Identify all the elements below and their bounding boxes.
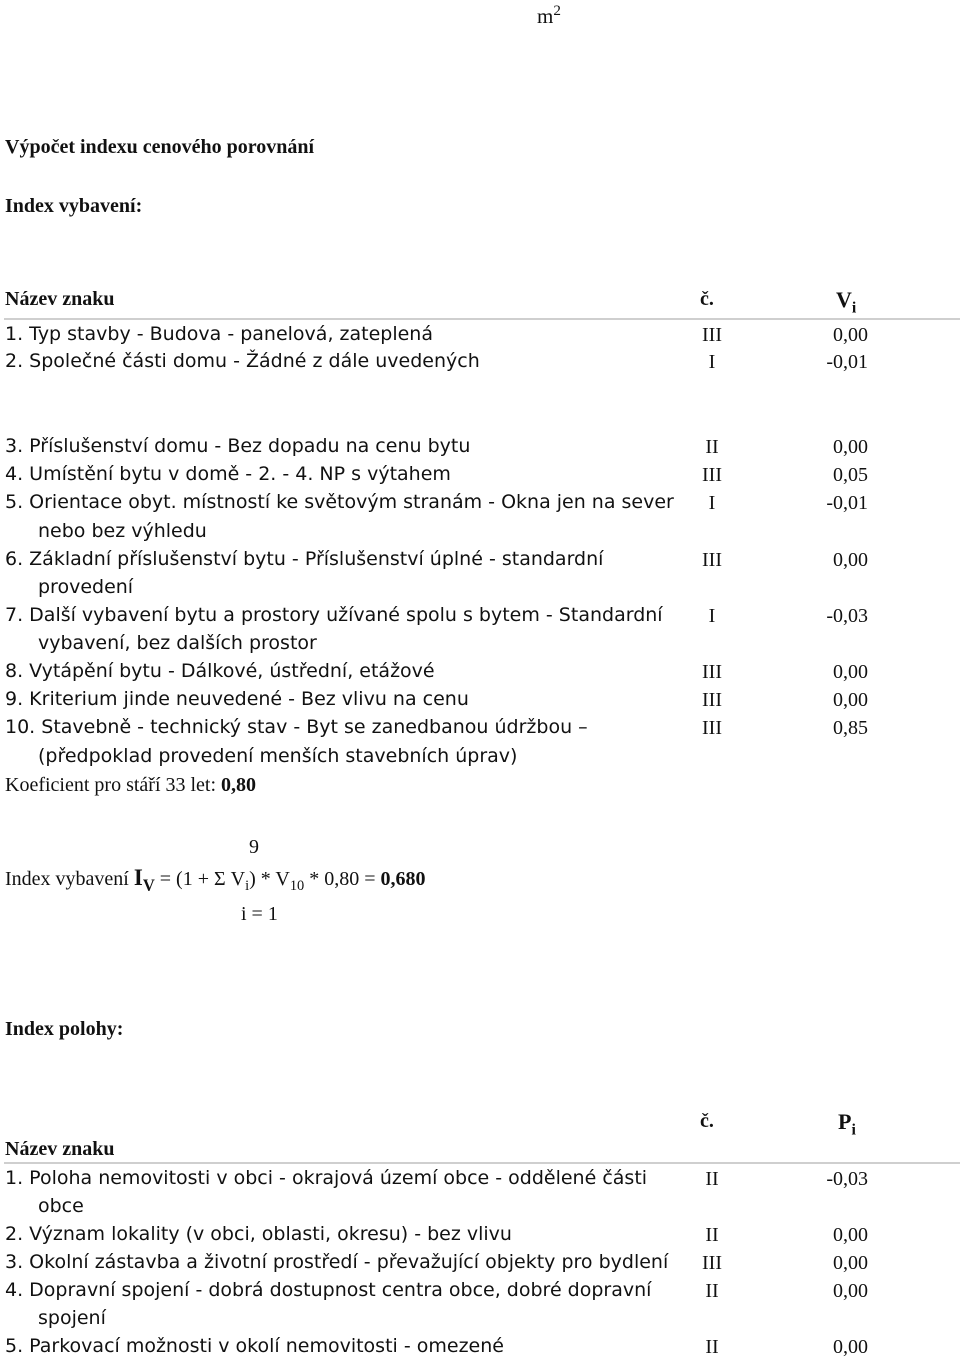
formula-symbol-sub: V [142,875,155,895]
formula-result: 0,680 [380,868,426,890]
formula-part-3: * 0,80 = [309,868,376,890]
row-name-continuation: (předpoklad provedení menších stavebních úprav) [38,745,518,767]
equipment-index-formula [5,866,426,894]
age-coefficient-label: Koeficient pro stáří 33 let: [5,774,217,796]
row-value: -0,03 [826,605,868,627]
row-class: II [705,1224,719,1246]
location-col-value-sub: i [851,1121,856,1139]
age-coefficient-value: 0,80 [221,774,257,796]
row-class: III [702,689,722,711]
row-value: 0,00 [833,1336,868,1358]
row-name: 4. Umístění bytu v domě - 2. - 4. NP s výtahem [5,463,451,485]
formula-sub-10: 10 [289,878,305,894]
location-col-value [838,1111,856,1138]
formula-part-2: ) * V [249,868,290,890]
row-name: 3. Příslušenství domu - Bez dopadu na cenu bytu [5,435,471,457]
row-class: II [705,1280,719,1302]
formula-lower-limit: i = 1 [241,903,278,925]
row-value: 0,05 [833,464,868,486]
row-name: 9. Kriterium jinde neuvedené - Bez vlivu na cenu [5,688,469,710]
row-name: 5. Orientace obyt. místností ke světovým stranám - Okna jen na sever [5,491,674,513]
row-name: 7. Další vybavení bytu a prostory užívané spolu s bytem - Standardní [5,604,663,626]
location-col-name: Název znaku [5,1138,115,1160]
row-value: 0,00 [833,1280,868,1302]
row-name: 5. Parkovací možnosti v okolí nemovitosti - omezené [5,1335,504,1357]
row-class: II [705,1168,719,1190]
equipment-heading: Index vybavení: [5,195,143,217]
row-value: -0,01 [826,351,868,373]
row-name: 1. Poloha nemovitosti v obci - okrajová území obce - oddělené části [5,1167,648,1189]
row-name: 2. Význam lokality (v obci, oblasti, okresu) - bez vlivu [5,1223,512,1245]
row-class: I [708,605,716,627]
formula-symbol-base: I [133,865,143,890]
row-name: 6. Základní příslušenství bytu - Příslušenství úplné - standardní [5,548,604,570]
row-class: III [702,661,722,683]
row-name-continuation: spojení [38,1307,106,1329]
row-class: III [702,464,722,486]
row-class: III [702,549,722,571]
formula-symbol [133,865,155,895]
area-unit [537,4,561,27]
row-value: 0,00 [833,1252,868,1274]
equipment-col-class: č. [700,288,714,310]
formula-part-1: = (1 + Σ V [159,868,246,890]
row-value: 0,00 [833,1224,868,1246]
row-value: 0,00 [833,436,868,458]
row-class: III [702,717,722,739]
equipment-col-value-sub: i [851,299,857,317]
row-name: 4. Dopravní spojení - dobrá dostupnost centra obce, dobré dopravní [5,1279,652,1301]
row-name-continuation: provedení [38,576,134,598]
equipment-col-value-base: V [836,287,852,312]
page-title: Výpočet indexu cenového porovnání [5,136,315,158]
row-name: 8. Vytápění bytu - Dálkové, ústřední, etážové [5,660,435,682]
equipment-col-name: Název znaku [5,288,115,310]
row-class: I [708,351,716,373]
location-heading: Index polohy: [5,1018,124,1040]
location-col-value-base: P [838,1109,852,1134]
row-name: 3. Okolní zástavba a životní prostředí - převažující objekty pro bydlení [5,1251,669,1273]
row-value: -0,03 [826,1168,868,1190]
row-name-continuation: nebo bez výhledu [38,520,207,542]
row-class: II [705,1336,719,1358]
location-header-divider [4,1162,960,1164]
row-value: 0,00 [833,549,868,571]
row-value: 0,85 [833,717,868,739]
formula-sub-i: i [245,878,250,894]
equipment-col-value [836,289,856,316]
row-name: 1. Typ stavby - Budova - panelová, zateplená [5,323,433,345]
formula-upper-limit: 9 [249,836,259,858]
location-col-class: č. [700,1110,714,1132]
row-class: II [705,436,719,458]
row-class: I [708,492,716,514]
row-value: -0,01 [826,492,868,514]
unit-base: m [537,4,554,28]
row-name: 10. Stavebně - technický stav - Byt se zanedbanou údržbou – [5,716,588,738]
header-divider [4,318,960,320]
age-coefficient [5,775,256,795]
row-class: III [702,1252,722,1274]
row-name-continuation: vybavení, bez dalších prostor [38,632,317,654]
row-value: 0,00 [833,689,868,711]
row-value: 0,00 [833,324,868,346]
row-value: 0,00 [833,661,868,683]
row-class: III [702,324,722,346]
unit-exponent: 2 [553,3,561,19]
row-name: 2. Společné části domu - Žádné z dále uvedených [5,350,480,372]
formula-label: Index vybavení [5,868,129,890]
row-name-continuation: obce [38,1195,84,1217]
